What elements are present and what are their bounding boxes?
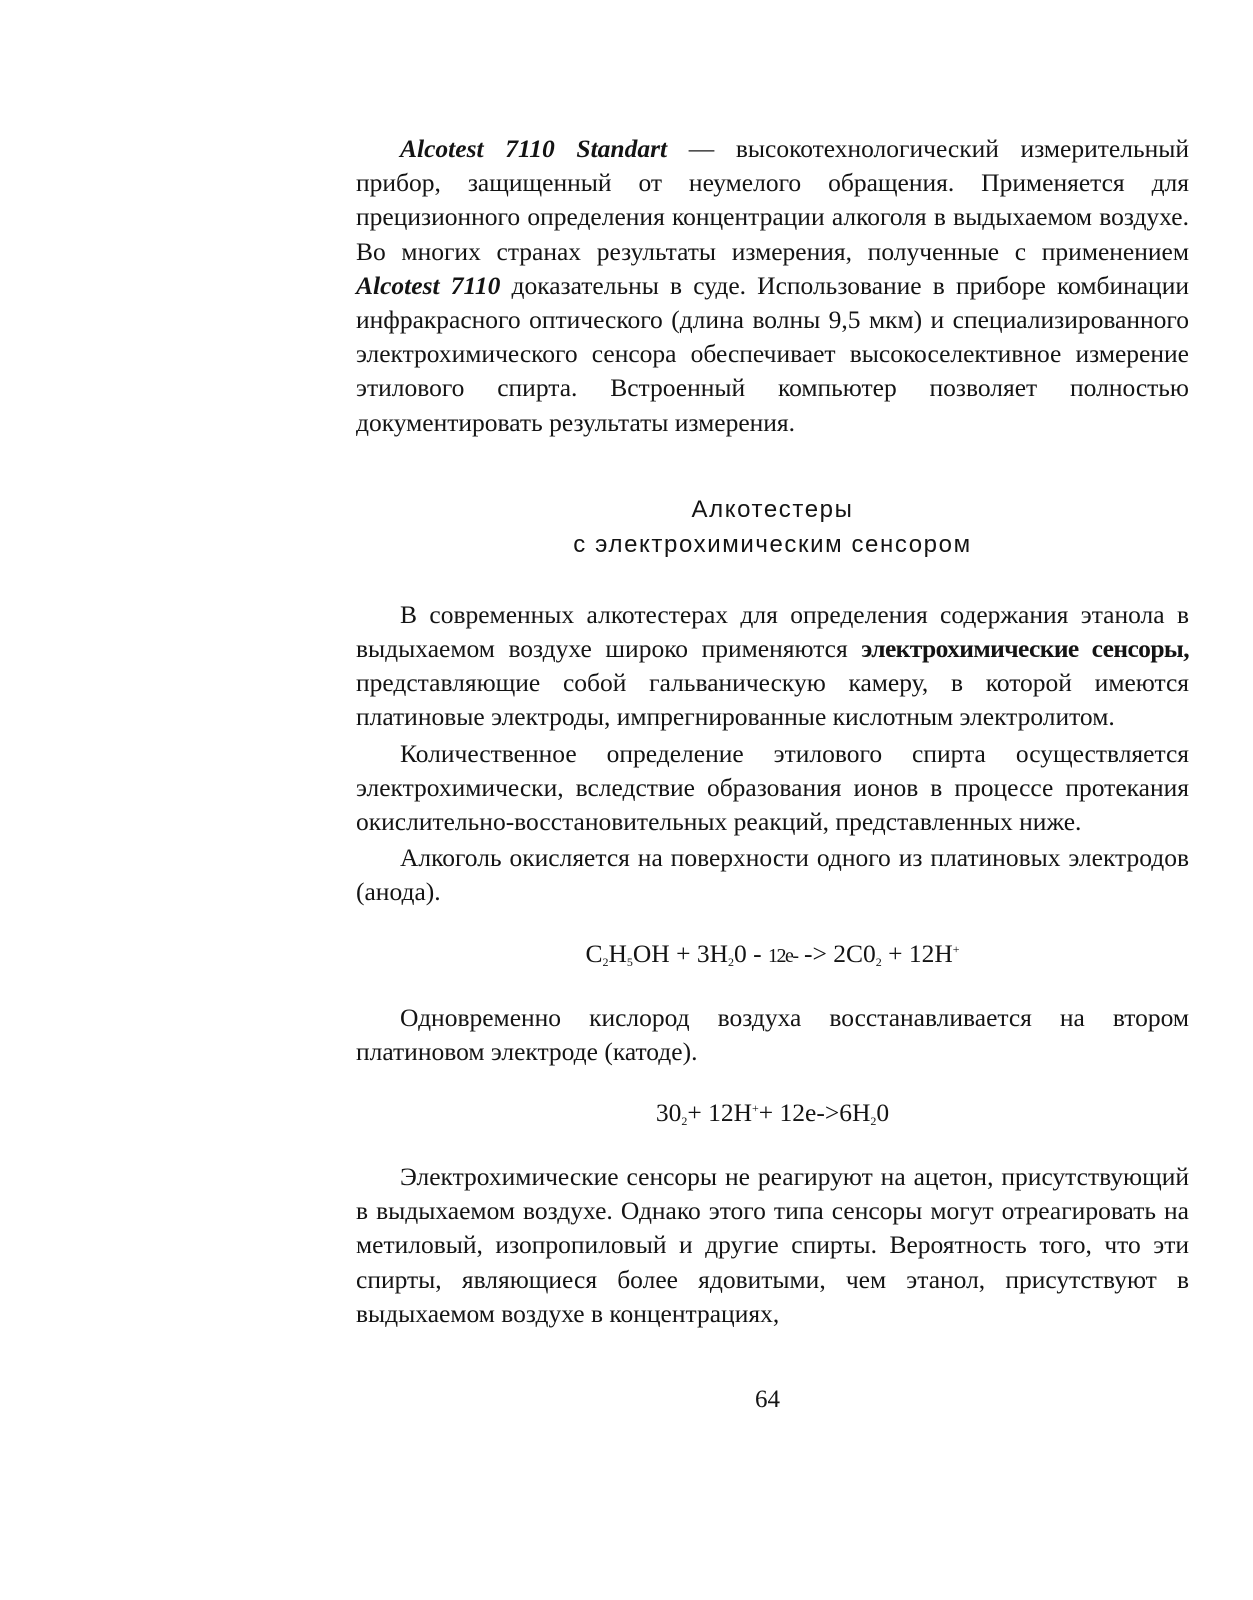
page-content (356, 132, 1189, 1331)
heading-line-1: Алкотестеры (691, 495, 854, 523)
product-name-bold: Alcotest 7110 (356, 270, 501, 300)
paragraph-text: В современных алкотестерах для определения содержания этанола в выдыхаемом воздухе широко применяются (356, 599, 1189, 664)
term-bold: электрохимические сенсоры, (861, 634, 1189, 664)
paragraph-text: — высокотехнологический измерительный прибор, защищенный от неумелого обращения. Применяется для прецизионного определения концентрации алкоголя в выдыхаемом воздухе. Во многих странах результаты измерения, полученные с применением (356, 134, 1189, 266)
formula-cathode: $30_2+ 12H^++ 12e->6H_20$ (655, 1098, 890, 1129)
paragraph-acetone: Электрохимические сенсоры не реагируют на ацетон, присутствующий в выдыхаемом воздухе. Однако этого типа сенсоры могут отреагировать на метиловый, изопропиловый и другие спирты. Вероятность того, что эти спирты, являющиеся более ядовитыми, чем этанол, присутствуют в выдыхаемом воздухе в концентрациях, (356, 1162, 1189, 1328)
section-heading (356, 492, 1189, 562)
paragraph-text: представляющие собой гальваническую камеру, в которой имеются платиновые электроды, импрегнированные кислотным электролитом. (356, 668, 1189, 732)
paragraph-alcotest (356, 132, 1189, 440)
product-name-bold: Alcotest 7110 Standart (400, 134, 668, 163)
formula-anode: $C_2H_5OH + 3H_20 - 12e- -> 2C0_2 + 12H^+$ (585, 938, 960, 969)
page-number: 64 (755, 1386, 780, 1413)
paragraph-reduction: Одновременно кислород воздуха восстанавливается на втором платиновом электроде (катоде). (356, 1002, 1189, 1066)
paragraph-text: доказательны в суде. Использование в приборе комбинации инфракрасного оптического (длина волны 9,5 мкм) и специализированного электрохимического сенсора обеспечивает высокоселективное измерение этилового спирта. Встроенный компьютер позволяет полностью документировать результаты измерения. (356, 270, 1189, 437)
paragraph-quantitative: Количественное определение этилового спирта осуществляется электрохимически, вследствие образования ионов в процессе протекания окислительно-восстановительных реакций, представленных ниже. (356, 738, 1189, 837)
paragraph-oxidation: Алкоголь окисляется на поверхности одного из платиновых электродов (анода). (356, 843, 1189, 907)
heading-line-2: с электрохимическим сенсором (573, 530, 972, 558)
paragraph-sensors (356, 598, 1189, 735)
